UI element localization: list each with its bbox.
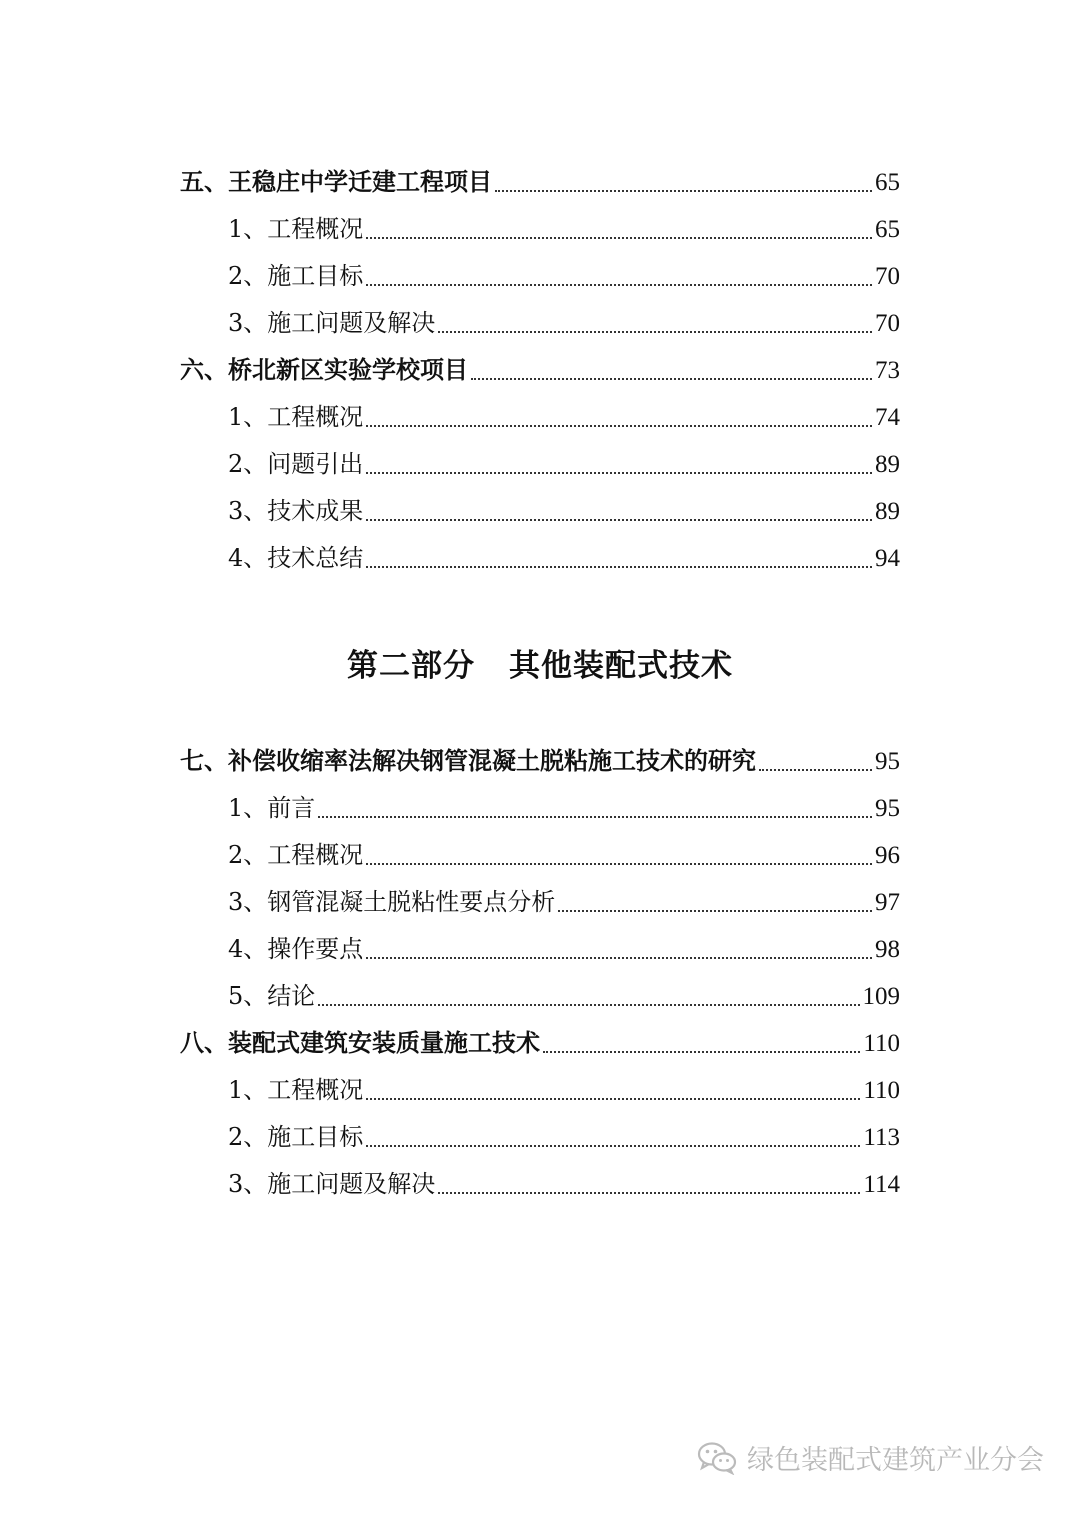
toc-page-number: 89 [875, 451, 900, 478]
toc-page-number: 110 [863, 1030, 900, 1057]
toc-page-number: 73 [875, 357, 900, 384]
toc-item[interactable] [180, 206, 900, 253]
toc-item[interactable] [180, 394, 900, 441]
toc-label: 2、工程概况 [228, 841, 364, 869]
part-number: 第二部分 [347, 648, 475, 684]
dot-leader [366, 863, 872, 865]
dot-leader [366, 425, 872, 427]
wechat-icon [697, 1441, 737, 1475]
toc-label: 3、钢管混凝土脱粘性要点分析 [228, 888, 556, 916]
dot-leader [366, 284, 872, 286]
dot-leader [543, 1051, 860, 1053]
toc-item[interactable] [180, 535, 900, 582]
toc-item[interactable] [180, 879, 900, 926]
toc-item[interactable] [180, 441, 900, 488]
toc-page-number: 65 [875, 216, 900, 243]
part-title [0, 640, 1080, 685]
toc-label: 3、技术成果 [228, 497, 364, 525]
dot-leader [366, 519, 872, 521]
dot-leader [438, 1192, 860, 1194]
toc-item[interactable] [180, 488, 900, 535]
toc-label: 六、桥北新区实验学校项目 [180, 356, 468, 384]
toc-label: 2、问题引出 [228, 450, 364, 478]
toc-page-number: 97 [875, 889, 900, 916]
toc-page-number: 74 [875, 404, 900, 431]
toc-page-number: 96 [875, 842, 900, 869]
dot-leader [438, 331, 872, 333]
toc-label: 2、施工目标 [228, 262, 364, 290]
toc-item[interactable] [180, 832, 900, 879]
toc-item[interactable] [180, 1114, 900, 1161]
dot-leader [495, 190, 872, 192]
toc-label: 4、技术总结 [228, 544, 364, 572]
toc-item[interactable] [180, 1161, 900, 1208]
dot-leader [366, 472, 872, 474]
toc-chapter-5[interactable] [180, 159, 900, 206]
toc-section-part-two [180, 738, 900, 1208]
toc-page-number: 65 [875, 169, 900, 196]
toc-page-number: 95 [875, 795, 900, 822]
toc-page-number: 70 [875, 263, 900, 290]
toc-label: 3、施工问题及解决 [228, 309, 436, 337]
toc-label: 3、施工问题及解决 [228, 1170, 436, 1198]
toc-label: 4、操作要点 [228, 935, 364, 963]
dot-leader [759, 769, 872, 771]
toc-item[interactable] [180, 1067, 900, 1114]
toc-page-number: 94 [875, 545, 900, 572]
part-name: 其他装配式技术 [509, 648, 733, 684]
dot-leader [366, 957, 872, 959]
toc-page-number: 114 [863, 1171, 900, 1198]
toc-item[interactable] [180, 253, 900, 300]
toc-label: 1、工程概况 [228, 1076, 364, 1104]
toc-label: 5、结论 [228, 982, 316, 1010]
toc-page-number: 110 [863, 1077, 900, 1104]
toc-page-number: 95 [875, 748, 900, 775]
toc-label: 2、施工目标 [228, 1123, 364, 1151]
dot-leader [558, 910, 872, 912]
toc-chapter-7[interactable] [180, 738, 900, 785]
toc-label: 五、王稳庄中学迁建工程项目 [180, 168, 492, 196]
toc-item[interactable] [180, 926, 900, 973]
toc-page-number: 109 [862, 983, 900, 1010]
toc-chapter-6[interactable] [180, 347, 900, 394]
toc-page-number: 113 [863, 1124, 900, 1151]
dot-leader [471, 378, 872, 380]
dot-leader [318, 1004, 859, 1006]
dot-leader [318, 816, 872, 818]
toc-item[interactable] [180, 785, 900, 832]
dot-leader [366, 566, 872, 568]
toc-label: 1、前言 [228, 794, 316, 822]
toc-label: 八、装配式建筑安装质量施工技术 [180, 1029, 540, 1057]
dot-leader [366, 1098, 860, 1100]
toc-item[interactable] [180, 973, 900, 1020]
watermark [697, 1438, 1044, 1477]
toc-page-number: 98 [875, 936, 900, 963]
toc-label: 1、工程概况 [228, 403, 364, 431]
toc-section-part-one [180, 159, 900, 582]
toc-page-number: 70 [875, 310, 900, 337]
toc-label: 七、补偿收缩率法解决钢管混凝土脱粘施工技术的研究 [180, 747, 756, 775]
toc-chapter-8[interactable] [180, 1020, 900, 1067]
watermark-text: 绿色装配式建筑产业分会 [747, 1445, 1044, 1476]
dot-leader [366, 1145, 860, 1147]
toc-label: 1、工程概况 [228, 215, 364, 243]
toc-page-number: 89 [875, 498, 900, 525]
toc-item[interactable] [180, 300, 900, 347]
dot-leader [366, 237, 872, 239]
